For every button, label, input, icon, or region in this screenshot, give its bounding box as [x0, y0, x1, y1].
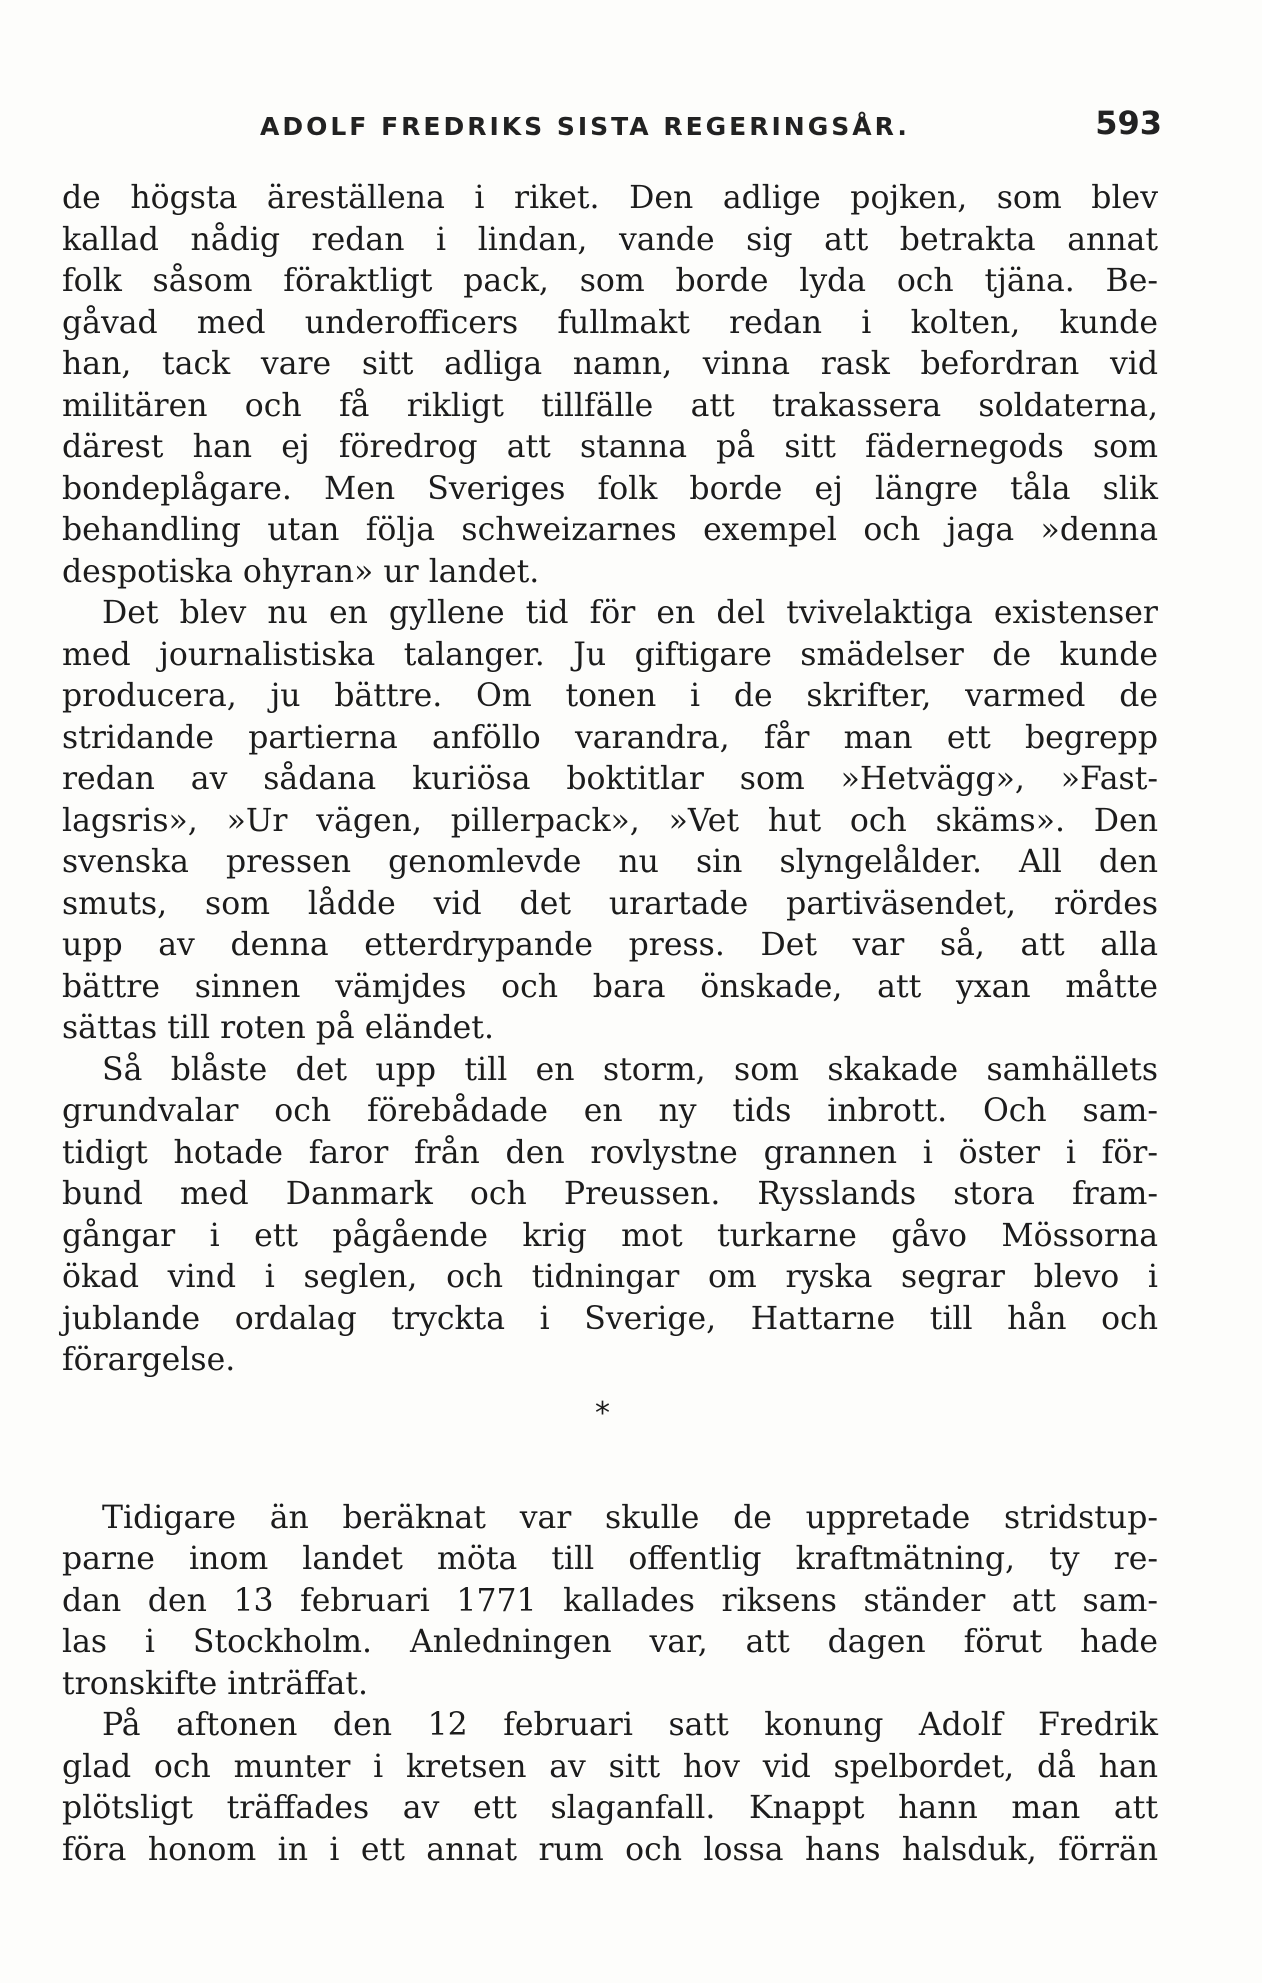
text-line: förargelse. — [62, 1342, 236, 1378]
text-line: de högsta äreställena i riket. Den adlige pojken, som blev — [62, 180, 1158, 216]
text-line: gångar i ett pågående krig mot turkarne gåvo Mössorna — [62, 1217, 1158, 1254]
text-line: föra honom in i ett annat rum och lossa hans halsduk, förrän — [62, 1831, 1158, 1868]
running-title: ADOLF FREDRIKS SISTA REGERINGSÅR. — [260, 112, 910, 141]
section-divider — [62, 1382, 1158, 1498]
text-line: Tidigare än beräknat var skulle de uppretade stridstup- — [102, 1499, 1158, 1536]
text-line: behandling utan följa schweizarnes exempel och jaga »denna — [62, 512, 1158, 548]
text-line: kallad nådig redan i lindan, vande sig att betrakta annat — [62, 221, 1158, 258]
text-line: därest han ej föredrog att stanna på sitt fädernegods som — [62, 429, 1158, 465]
text-line: Det blev nu en gyllene tid för en del tvivelaktiga existenser — [102, 595, 1158, 631]
text-line: despotiska ohyran» ur landet. — [62, 553, 540, 590]
text-line: stridande partierna anföllo varandra, får man ett begrepp — [62, 719, 1158, 756]
text-line: På aftonen den 12 februari satt konung Adolf Fredrik — [102, 1707, 1158, 1743]
text-line: tronskifte inträffat. — [62, 1665, 368, 1702]
text-line: producera, ju bättre. Om tonen i de skrifter, varmed de — [62, 678, 1158, 714]
text-line: med journalistiska talanger. Ju giftigare smädelser de kunde — [62, 636, 1158, 673]
body-text — [62, 178, 1158, 1871]
text-line: jublande ordalag tryckta i Sverige, Hattarne till hån och — [62, 1300, 1158, 1337]
text-line: las i Stockholm. Anledningen var, att dagen förut hade — [62, 1624, 1158, 1660]
text-line: bättre sinnen vämjdes och bara önskade, att yxan måtte — [62, 968, 1158, 1005]
text-line: ökad vind i seglen, och tidningar om ryska segrar blevo i — [62, 1259, 1158, 1295]
text-line: folk såsom föraktligt pack, som borde lyda och tjäna. Be- — [62, 263, 1158, 299]
text-line: plötsligt träffades av ett slaganfall. Knappt hann man att — [62, 1790, 1158, 1826]
text-line: bund med Danmark och Preussen. Rysslands stora fram- — [62, 1176, 1158, 1212]
page-number: 593 — [1095, 104, 1162, 142]
text-line: gåvad med underofficers fullmakt redan i kolten, kunde — [62, 304, 1158, 341]
running-head — [62, 98, 1162, 148]
text-line: dan den 13 februari 1771 kallades riksens ständer att sam- — [62, 1582, 1158, 1619]
text-line: svenska pressen genomlevde nu sin slyngelålder. All den — [62, 844, 1158, 880]
text-line: redan av sådana kuriösa boktitlar som »Hetvägg», »Fast- — [62, 761, 1158, 797]
text-line: glad och munter i kretsen av sitt hov vid spelbordet, då han — [62, 1748, 1158, 1785]
text-line: upp av denna etterdrypande press. Det var så, att alla — [62, 927, 1158, 963]
asterisk-divider: * — [595, 1395, 610, 1431]
text-line: lagsris», »Ur vägen, pillerpack», »Vet hut och skäms». Den — [62, 802, 1158, 839]
text-line: militären och få rikligt tillfälle att trakassera soldaterna, — [62, 387, 1158, 424]
text-line: smuts, som lådde vid det urartade partiväsendet, rördes — [62, 885, 1158, 922]
text-line: tidigt hotade faror från den rovlystne grannen i öster i för- — [62, 1134, 1158, 1171]
text-line: han, tack vare sitt adliga namn, vinna rask befordran vid — [62, 346, 1158, 382]
text-line: parne inom landet möta till offentlig kraftmätning, ty re- — [62, 1541, 1158, 1577]
section-1 — [62, 178, 1158, 1382]
section-2 — [62, 1498, 1158, 1872]
text-line: sättas till roten på eländet. — [62, 1010, 494, 1046]
text-line: bondeplågare. Men Sveriges folk borde ej längre tåla slik — [62, 470, 1158, 507]
text-line: grundvalar och förebådade en ny tids inbrott. Och sam- — [62, 1093, 1158, 1129]
text-line: Så blåste det upp till en storm, som skakade samhällets — [102, 1051, 1158, 1088]
